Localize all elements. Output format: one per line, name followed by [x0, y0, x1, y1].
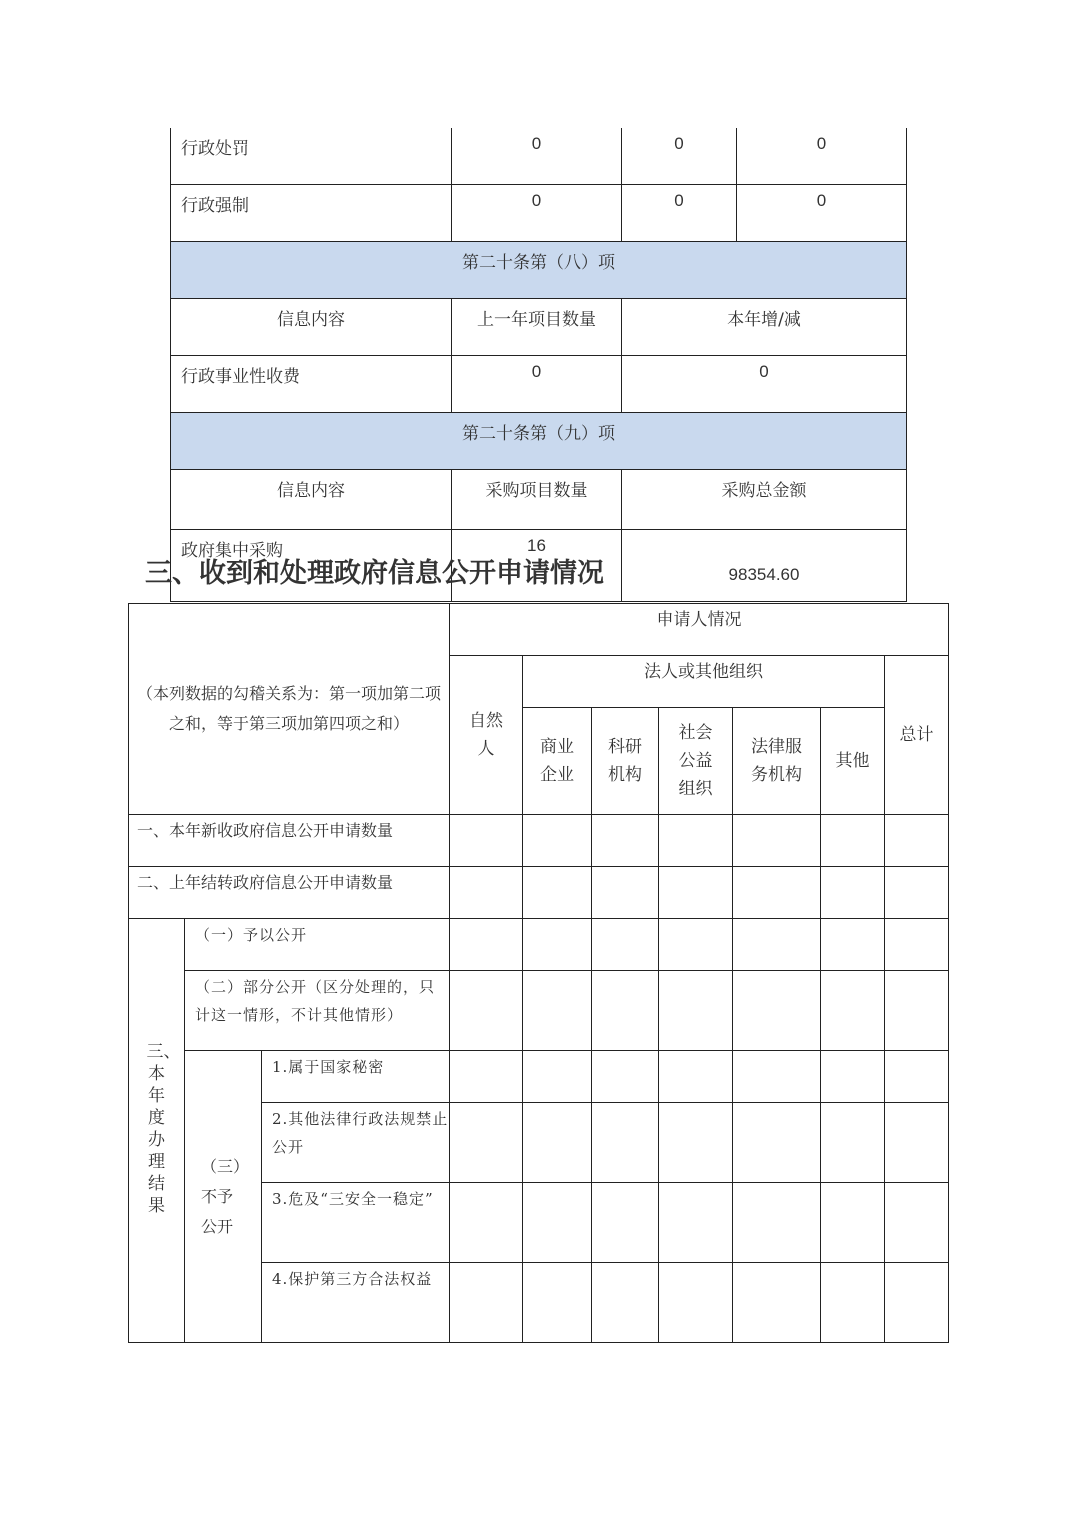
row-label: （一）予以公开 — [185, 919, 450, 971]
subheader-legal-service: 法律服务机构 — [751, 737, 802, 785]
relation-note — [129, 604, 450, 815]
row-label: 二、上年结转政府信息公开申请数量 — [129, 867, 450, 919]
column-header: 信息内容 — [171, 299, 452, 356]
column-header: 本年增/减 — [622, 299, 907, 356]
cell-value: 16 — [452, 530, 622, 602]
table-row — [171, 185, 907, 242]
natural-person-header — [450, 656, 523, 815]
row-label: 政府集中采购 — [171, 530, 452, 602]
column-header: 采购总金额 — [622, 470, 907, 530]
cell-value: 0 — [452, 185, 622, 242]
natural-person-text: 自然人 — [469, 711, 503, 759]
cell-value: 0 — [622, 128, 737, 185]
column-header: 信息内容 — [171, 470, 452, 530]
cell-value: 0 — [452, 356, 622, 413]
column-header: 上一年项目数量 — [452, 299, 622, 356]
table-row — [129, 815, 949, 867]
cell-value: 0 — [737, 185, 907, 242]
section-band-8: 第二十条第（八）项 — [171, 242, 907, 299]
not-disclosed-label — [185, 1051, 262, 1343]
relation-note-text: （本列数据的勾稽关系为：第一项加第二项之和，等于第三项加第四项之和） — [136, 684, 441, 733]
section-band-9: 第二十条第（九）项 — [171, 413, 907, 470]
cell-value: 0 — [452, 128, 622, 185]
cell-value: 98354.60 — [622, 530, 907, 602]
row-label: 4.保护第三方合法权益 — [262, 1263, 450, 1343]
row-label: 2.其他法律行政法规禁止公开 — [262, 1103, 450, 1183]
disclosure-table-part1 — [170, 128, 907, 602]
subheader-public-welfare: 社会公益组织 — [678, 723, 713, 799]
row-label: 一、本年新收政府信息公开申请数量 — [129, 815, 450, 867]
section-band-row — [171, 242, 907, 299]
column-header — [659, 708, 733, 815]
column-header — [592, 708, 659, 815]
header-row — [171, 299, 907, 356]
result-section-text: 三、本年度办理结果 — [146, 1042, 181, 1216]
table-row — [129, 919, 949, 971]
table-row — [129, 1051, 949, 1103]
cell-value: 0 — [622, 356, 907, 413]
row-label: 3.危及“三安全一稳定” — [262, 1183, 450, 1263]
total-header: 总计 — [885, 656, 949, 815]
legal-org-header: 法人或其他组织 — [523, 656, 885, 708]
applicant-header: 申请人情况 — [450, 604, 949, 656]
row-label: 行政事业性收费 — [171, 356, 452, 413]
table-row — [171, 356, 907, 413]
column-header — [523, 708, 592, 815]
section-band-row — [171, 413, 907, 470]
table-row — [129, 971, 949, 1051]
header-row — [171, 470, 907, 530]
cell-value: 0 — [622, 185, 737, 242]
cell-value: 0 — [737, 128, 907, 185]
row-label: 行政强制 — [171, 185, 452, 242]
subheader-business: 商业企业 — [540, 737, 574, 785]
section-heading: 三、收到和处理政府信息公开申请情况 — [145, 558, 604, 589]
result-section-label — [129, 919, 185, 1343]
application-table — [128, 603, 949, 1343]
table-row — [171, 128, 907, 185]
table-row — [129, 867, 949, 919]
row-label: 行政处罚 — [171, 128, 452, 185]
subheader-research: 科研机构 — [608, 737, 642, 785]
column-header — [733, 708, 821, 815]
header-row — [129, 604, 949, 656]
column-header: 采购项目数量 — [452, 470, 622, 530]
column-header: 其他 — [821, 708, 885, 815]
row-label: （二）部分公开（区分处理的，只计这一情形，不计其他情形） — [185, 971, 450, 1051]
not-disclosed-text: （三）不予公开 — [201, 1156, 242, 1236]
row-label: 1.属于国家秘密 — [262, 1051, 450, 1103]
